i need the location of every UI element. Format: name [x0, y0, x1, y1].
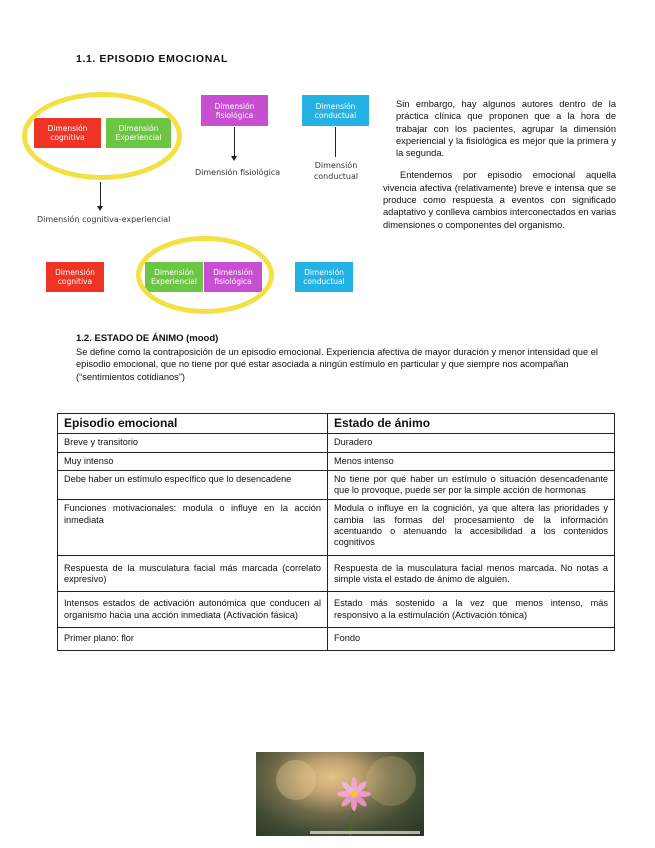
arrow-line-fisio [234, 127, 235, 158]
cell-estado: Modula o influye en la cognición, ya que altera las prioridades y cambia las formas del procesamiento de la información acentuando o atenuando la accesibilidad a los contenidos cognitivos [328, 500, 615, 555]
cell-estado: Menos intenso [328, 452, 615, 470]
label-fisiologica: Dimensión fisiológica [195, 168, 281, 177]
label-cognitiva-experiencial: Dimensión cognitiva-experiencial [37, 215, 171, 224]
highlight-circle-bottom [136, 236, 274, 314]
box-conductual-top: Dimensión conductual [302, 95, 369, 126]
side-paragraph-1: Sin embargo, hay algunos autores dentro de la práctica clínica que proponen que a la hora de trabajar con los pacientes, agrupar la dimensión experiencial y la fisiológica es mejor que la primera y la segunda. [396, 99, 616, 159]
cell-episodio: Muy intenso [58, 452, 328, 470]
box-cognitiva-bottom: Dimensión cognitiva [46, 262, 104, 292]
cell-estado: Estado más sostenido a la vez que menos intenso, más responsivo a la estimulación (Activación tónica) [328, 592, 615, 628]
cell-estado: Duradero [328, 434, 615, 452]
table-header-row [58, 414, 615, 434]
flower-icon [256, 752, 424, 836]
table-row [58, 500, 615, 555]
header-episodio: Episodio emocional [58, 414, 328, 434]
table-row [58, 627, 615, 650]
arrowhead-fisio [231, 156, 237, 161]
section-heading-estado-animo: 1.2. ESTADO DE ÁNIMO (mood) [76, 333, 219, 344]
table-row [58, 555, 615, 592]
box-cognitiva-top: Dimensión cognitiva [34, 118, 101, 148]
table-row [58, 592, 615, 628]
cell-estado: Respuesta de la musculatura facial menos marcada. No notas a simple vista el estado de ánimo de alguien. [328, 555, 615, 592]
cell-episodio: Funciones motivacionales: modula o influye en la acción inmediata [58, 500, 328, 555]
box-experiencial-top: Dimensión Experiencial [106, 118, 171, 148]
box-conductual-bottom: Dimensión conductual [295, 262, 353, 292]
box-fisiologica-top: Dimensión fisiológica [201, 95, 268, 126]
table-row [58, 434, 615, 452]
arrow-line-conductual [335, 127, 336, 157]
header-estado: Estado de ánimo [328, 414, 615, 434]
cell-estado: Fondo [328, 627, 615, 650]
cell-episodio: Debe haber un estímulo específico que lo desencadene [58, 470, 328, 500]
cell-estado: No tiene por qué haber un estímulo o situación desencadenante que lo provoque, puede ser por la simple acción de hormonas [328, 470, 615, 500]
comparison-table [57, 413, 615, 651]
box-experiencial-bottom: Dimensión Experiencial [145, 262, 203, 292]
side-text-block [383, 98, 616, 241]
label-conductual: Dimensión conductual [313, 161, 359, 181]
arrow-line-cog-exp [100, 182, 101, 208]
table-row [58, 470, 615, 500]
section-heading-episodio: 1.1. EPISODIO EMOCIONAL [76, 53, 229, 65]
cell-episodio: Intensos estados de activación autonómica que conducen al organismo hacia una acción inmediata (Activación fásica) [58, 592, 328, 628]
side-paragraph-2: Entendemos por episodio emocional aquella vivencia afectiva (relativamente) breve e intensa que se produce como respuesta a eventos con significado adaptativo y conlleva cambios interconectados en varias dimensiones o componentes del organismo. [383, 170, 616, 230]
flower-photo [256, 752, 424, 836]
cell-episodio: Breve y transitorio [58, 434, 328, 452]
cell-episodio: Respuesta de la musculatura facial más marcada (correlato expresivo) [58, 555, 328, 592]
cell-episodio: Primer plano: flor [58, 627, 328, 650]
arrowhead-cog-exp [97, 206, 103, 211]
box-fisiologica-bottom: Dimensión fisiológica [204, 262, 262, 292]
highlight-circle-top [22, 92, 182, 180]
table-row [58, 452, 615, 470]
mood-definition: Se define como la contraposición de un episodio emocional. Experiencia afectiva de mayor duración y menor intensidad que el episodio emocional, que no tiene por qué estar asociada a ningún estímulo en particular y que siempre nos acompañan (“sentimientos cotidianos”) [76, 347, 598, 382]
